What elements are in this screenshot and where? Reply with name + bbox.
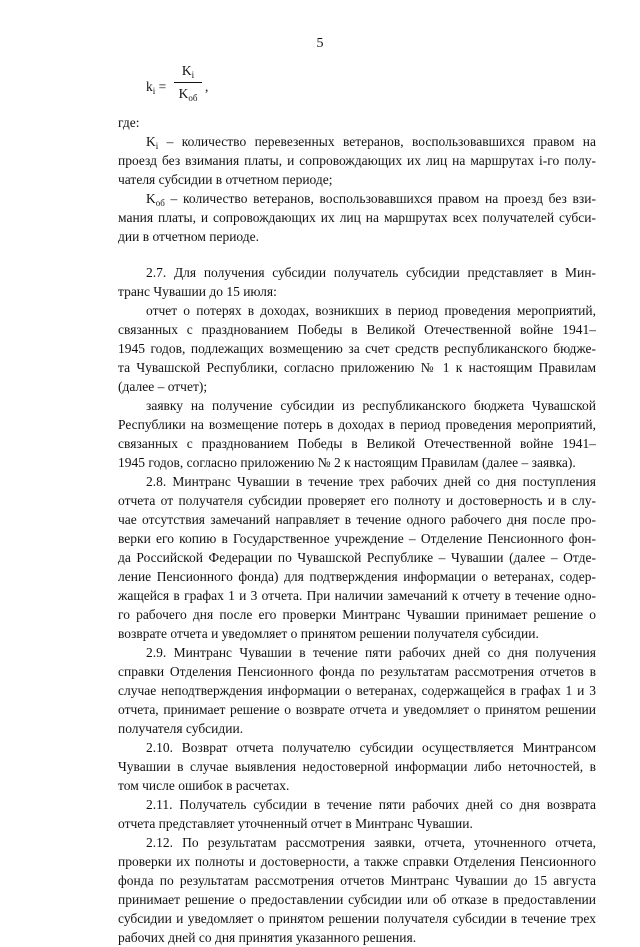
paragraph-line: том числе ошибок в расчетах.	[118, 778, 290, 793]
formula-numerator: $K_i$	[181, 63, 195, 80]
paragraph-line: связанных с празднованием Победы в Великой Отечественной войне 1941–	[118, 436, 596, 451]
formula-denominator: $K_{об}$	[178, 86, 198, 103]
paragraph	[118, 738, 596, 795]
paragraph-line: фонда по результатам рассмотрения отчетов Минтранс Чувашии до 15 августа	[118, 873, 596, 888]
paragraphs	[118, 263, 596, 947]
paragraph-line: (далее – отчет);	[118, 379, 208, 394]
definition-line: мания платы, и сопровождающих их лиц на маршрутах всех получателей субси-	[118, 210, 596, 225]
paragraph-line: Республики на возмещение потерь в доходах в период проведения мероприятий,	[118, 417, 596, 432]
paragraph	[118, 301, 596, 396]
definition-symbol: $K_i$	[146, 134, 159, 151]
paragraph	[118, 643, 596, 738]
definition-line: дии в отчетном периоде.	[118, 229, 260, 244]
paragraph-line: 1945 годов, подлежащих возмещению за счет средств республиканского бюдже-	[118, 341, 596, 356]
paragraph-line: рабочих дней со дня принятия указанного решения.	[118, 930, 417, 945]
definition-line: чателя субсидии в отчетном периоде;	[118, 172, 333, 187]
paragraph-line: отчета, принимает решение о возврате отчета и уведомляет о принятом решении	[118, 702, 596, 717]
paragraph	[118, 263, 596, 301]
paragraph-line: чае отсутствия замечаний направляет в течение одного рабочего дня после про-	[118, 512, 596, 527]
definition-line: $K_i$ – количество перевезенных ветеранов, воспользовавшихся правом на	[146, 134, 596, 151]
definitions	[118, 132, 596, 246]
paragraph-line: отчет о потерях в доходах, возникших в период проведения мероприятий,	[146, 303, 596, 318]
formula-comma: ,	[205, 79, 209, 94]
definition-line: проезд без взимания платы, и сопровождающих их лиц на маршрутах i-го полу-	[118, 153, 596, 168]
paragraph	[118, 472, 596, 643]
paragraph	[118, 833, 596, 947]
page-number: 5	[316, 36, 324, 51]
paragraph-line: та Чувашской Республики, согласно приложению № 1 к настоящим Правилам	[118, 360, 596, 375]
document-body	[118, 113, 596, 947]
paragraph-line: 2.9. Минтранс Чувашии в течение пяти рабочих дней со дня получения	[146, 645, 596, 660]
paragraph-line: принимает решение о предоставлении субсидии или об отказе в предоставлении	[118, 892, 596, 907]
paragraph-line: го рабочего дня после его проверки Минтранс Чувашии принимает решение о	[118, 607, 596, 622]
paragraph	[118, 396, 596, 472]
paragraph-line: транс Чувашии до 15 июля:	[118, 284, 277, 299]
fraction-bar	[174, 82, 202, 83]
paragraph-line: 2.11. Получатель субсидии в течение пяти рабочих дней со дня возврата	[146, 797, 596, 812]
definition-item	[118, 189, 596, 246]
paragraph-line: да Российской Федерации по Чувашской Республике – Чувашии (далее – Отде-	[118, 550, 596, 565]
paragraph	[118, 795, 596, 833]
where-label: где:	[118, 115, 140, 130]
paragraph-line: жащейся в графах 1 и 3 отчета. При наличии замечаний к отчету в течение одно-	[118, 588, 596, 603]
paragraph-line: отчета от получателя субсидии проверяет его полноту и достоверность и в слу-	[118, 493, 596, 508]
paragraph-line: верки его копию в Государственное учреждение – Отделение Пенсионного фон-	[118, 531, 596, 546]
paragraph-line: справки Отделения Пенсионного фонда по результатам рассмотрения отчетов в	[118, 664, 596, 679]
paragraph-line: 2.7. Для получения субсидии получатель субсидии представляет в Мин-	[146, 265, 596, 280]
paragraph-line: отчета представляет уточненный отчет в Минтранс Чувашии.	[118, 816, 473, 831]
paragraph-line: ление Пенсионного фонда) для подтверждения информации о ветеранах, содер-	[118, 569, 596, 584]
definition-item	[118, 132, 596, 189]
paragraph-line: Чувашии в случае выявления недостоверной информации либо неточностей, в	[118, 759, 596, 774]
paragraph-line: связанных с празднованием Победы в Великой Отечественной войне 1941–	[118, 322, 596, 337]
paragraph-line: 2.8. Минтранс Чувашии в течение трех рабочих дней со дня поступления	[146, 474, 596, 489]
paragraph-line: 1945 годов, согласно приложению № 2 к настоящим Правилам (далее – заявка).	[118, 455, 576, 470]
definition-symbol: $K_{об}$	[146, 191, 165, 208]
paragraph-line: получателя субсидии.	[118, 721, 244, 736]
formula-fraction	[174, 62, 202, 103]
paragraph-line: возврате отчета и уведомляет о принятом решении получателя субсидии.	[118, 626, 539, 641]
definition-line: $K_{об}$ – количество ветеранов, воспользовавшихся правом на проезд без взи-	[146, 191, 596, 208]
paragraph-gap	[118, 246, 596, 263]
formula-lhs: $k_i$ =	[146, 79, 167, 96]
paragraph-line: заявку на получение субсидии из республиканского бюджета Чувашской	[146, 398, 596, 413]
paragraph-line: 2.12. По результатам рассмотрения заявки, отчета, уточненного отчета,	[146, 835, 596, 850]
paragraph-line: 2.10. Возврат отчета получателю субсидии осуществляется Минтрансом	[146, 740, 596, 755]
paragraph-line: случае неподтверждения информации о ветеранах, содержащейся в графах 1 и 3	[118, 683, 596, 698]
paragraph-line: проверки их полноты и достоверности, а также справки Отделения Пенсионного	[118, 854, 596, 869]
paragraph-line: субсидии и уведомляет о принятом решении получателя субсидии в течение трех	[118, 911, 596, 926]
